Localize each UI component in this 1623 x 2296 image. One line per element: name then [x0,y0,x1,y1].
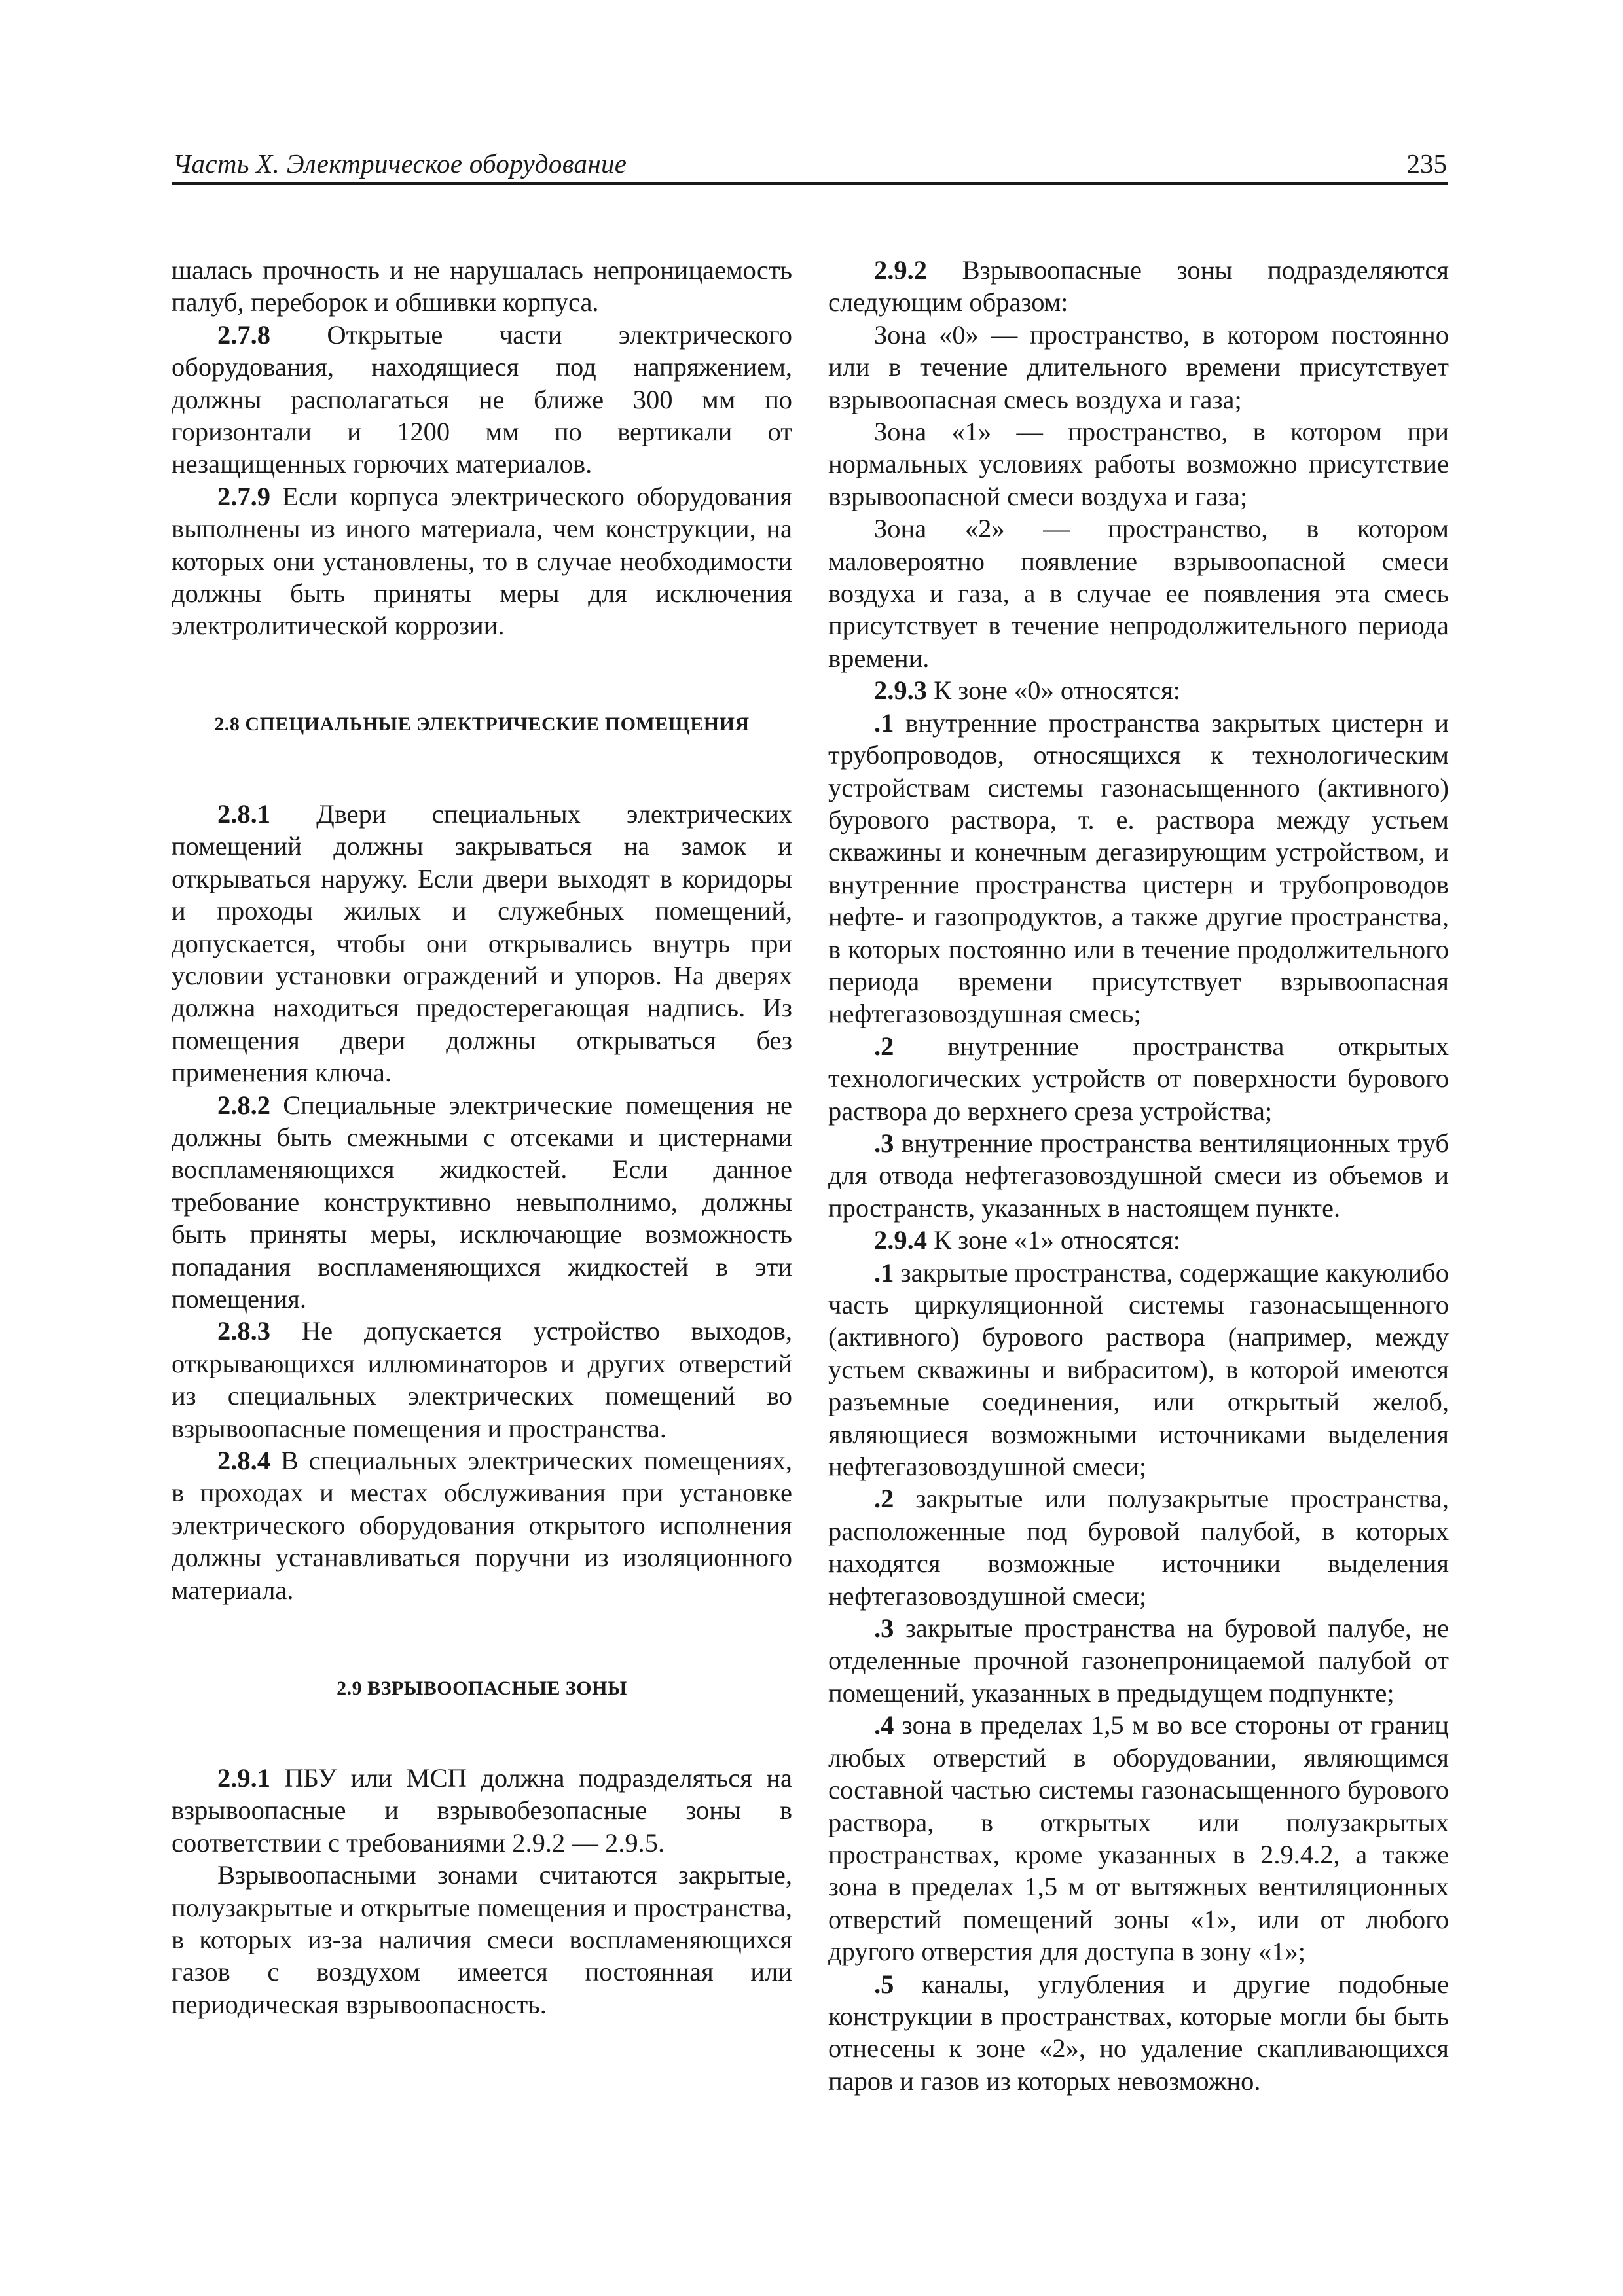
paragraph-2-9-3: 2.9.3 К зоне «0» относятся: [874,675,1180,706]
clause-number: 2.7.9 [217,481,270,511]
subitem-number: .1 [874,1257,894,1287]
clause-number: 2.8.4 [217,1446,270,1475]
subitem-2-9-4-1: .1 закрытые пространства, содержащие какуюлибо часть циркуляционной системы газонасыщенного (активного) бурового раствора (например, между устьем скважины и вибраситом), в которой имеются разъемные соединения, или открытый желоб, являющиеся возможными источниками выделения нефтегазовоздушной смеси; [828,1257,1449,1482]
page-number: 235 [1406,149,1447,179]
subitem-2-9-4-2: .2 закрытые или полузакрытые пространства, расположенные под буровой палубой, в которых находятся возможные источники выделения нефтегазовоздушной смеси; [828,1484,1449,1611]
subitem-number: .5 [874,1969,894,1999]
subitem-number: .2 [874,1484,894,1514]
zone-0-definition: Зона «0» — пространство, в котором постоянно или в течение длительного времени присутствует взрывоопасная смесь воздуха и газа; [828,319,1449,414]
paragraph-continued: шалась прочность и не нарушалась непроницаемость палуб, переборок и обшивки корпуса. [172,255,792,317]
zone-1-definition: Зона «1» — пространство, в котором при нормальных условиях работы возможно присутствие взрывоопасной смеси воздуха и газа; [828,417,1449,511]
subitem-number: .3 [874,1613,894,1643]
paragraph-2-8-3: 2.8.3 Не допускается устройство выходов, открывающихся иллюминаторов и других отверстий из специальных электрических помещений во взрывоопасные помещения и пространства. [172,1316,792,1443]
section-heading-2-8: 2.8 СПЕЦИАЛЬНЫЕ ЭЛЕКТРИЧЕСКИЕ ПОМЕЩЕНИЯ [214,713,750,735]
paragraph-2-7-9: 2.7.9 Если корпуса электрического оборудования выполнены из иного материала, чем конструкции, на которых они установлены, то в случае необходимости должны быть приняты меры для исключения электролитической коррозии. [172,481,793,641]
section-heading-2-9: 2.9 ВЗРЫВООПАСНЫЕ ЗОНЫ [337,1677,627,1700]
zone-2-definition: Зона «2» — пространство, в котором маловероятно появление взрывоопасной смеси воздуха и газа, а в случае ее появления эта смесь присутствует в течение непродолжительного периода времени. [828,514,1449,673]
subitem-2-9-3-3: .3 внутренние пространства вентиляционных труб для отвода нефтегазовоздушной смеси из объемов и пространств, указанных в настоящем пункте. [828,1128,1450,1223]
clause-number: 2.9.2 [874,255,927,285]
clause-number: 2.9.1 [217,1763,270,1793]
paragraph-2-7-8: 2.7.8 Открытые части электрического оборудования, находящиеся под напряжением, должны располагаться не ближе 300 мм по горизонтали и 1200 мм по вертикали от незащищенных горючих материалов. [172,319,793,479]
subitem-number: .2 [874,1031,894,1061]
left-column [172,254,792,2020]
paragraph-2-9-2: 2.9.2 Взрывоопасные зоны подразделяются следующим образом: [828,255,1450,317]
subitem-2-9-3-1: .1 внутренние пространства закрытых цистерн и трубопроводов, относящихся к технологическим устройствам системы газонасыщенного (активного) бурового раствора, т. е. раствора между устьем скважины и конечным дегазирующим устройством, и внутренние пространства цистерн и трубопроводов нефте- и газопродуктов, а также другие пространства, в которых постоянно или в течение продолжительного периода времени присутствует взрывоопасная нефтегазовоздушная смесь; [828,708,1449,1029]
paragraph-explosive-zones-definition: Взрывоопасными зонами считаются закрытые, полузакрытые и открытые помещения и пространства, в которых из-за наличия смеси воспламеняющихся газов с воздухом имеется постоянная или периодическая взрывоопасность. [172,1860,792,2019]
paragraph-2-8-4: 2.8.4 В специальных электрических помещениях, в проходах и местах обслуживания при установке электрического оборудования открытого исполнения должны устанавливаться поручни из изоляционного материала. [172,1446,792,1605]
clause-number: 2.8.2 [217,1090,270,1120]
page-header [172,145,1448,185]
paragraph-2-8-1: 2.8.1 Двери специальных электрических помещений должны закрываться на замок и открываться наружу. Если двери выходят в коридоры и проходы жилых и служебных помещений, допускается, чтобы они открывались внутрь при условии установки ограждений и упоров. На дверях должна находиться предостерегающая надпись. Из помещения двери должны открываться без применения ключа. [172,798,793,1088]
subitem-2-9-4-4: .4 зона в пределах 1,5 м во все стороны от границ любых отверстий в оборудовании, являющимся составной частью системы газонасыщенного бурового раствора, в открытых или полузакрытых пространствах, кроме указанных в 2.9.4.2, а также зона в пределах 1,5 м от вытяжных вентиляционных отверстий помещений зоны «1», или от любого другого отверстия для доступа в зону «1»; [828,1710,1449,1967]
clause-number: 2.9.3 [874,675,927,706]
subitem-number: .1 [874,708,894,738]
clause-number: 2.9.4 [874,1225,927,1255]
clause-number: 2.8.1 [217,798,270,829]
subitem-2-9-4-3: .3 закрытые пространства на буровой палубе, не отделенные прочной газонепроницаемой палубой от помещений, указанных в предыдущем подпункте; [828,1613,1449,1708]
right-column [828,254,1449,2097]
subitem-2-9-4-5: .5 каналы, углубления и другие подобные конструкции в пространствах, которые могли бы быть отнесены к зоне «2», но удаление скапливающихся паров и газов из которых невозможно. [828,1969,1450,2096]
paragraph-2-9-1: 2.9.1 ПБУ или МСП должна подразделяться на взрывоопасные и взрывобезопасные зоны в соответствии с требованиями 2.9.2 — 2.9.5. [172,1763,793,1857]
subitem-number: .3 [874,1128,894,1158]
clause-number: 2.8.3 [217,1316,270,1346]
subitem-2-9-3-2: .2 внутренние пространства открытых технологических устройств от поверхности бурового раствора до верхнего среза устройства; [828,1031,1449,1126]
paragraph-2-8-2: 2.8.2 Специальные электрические помещения не должны быть смежными с отсеками и цистернами воспламеняющихся жидкостей. Если данное требование конструктивно невыполнимо, должны быть приняты меры, исключающие возможность попадания воспламеняющихся жидкостей в эти помещения. [172,1090,792,1314]
running-title: Часть X. Электрическое оборудование [173,149,627,179]
subitem-number: .4 [874,1710,894,1740]
clause-number: 2.7.8 [217,319,270,350]
paragraph-2-9-4: 2.9.4 К зоне «1» относятся: [874,1225,1180,1255]
